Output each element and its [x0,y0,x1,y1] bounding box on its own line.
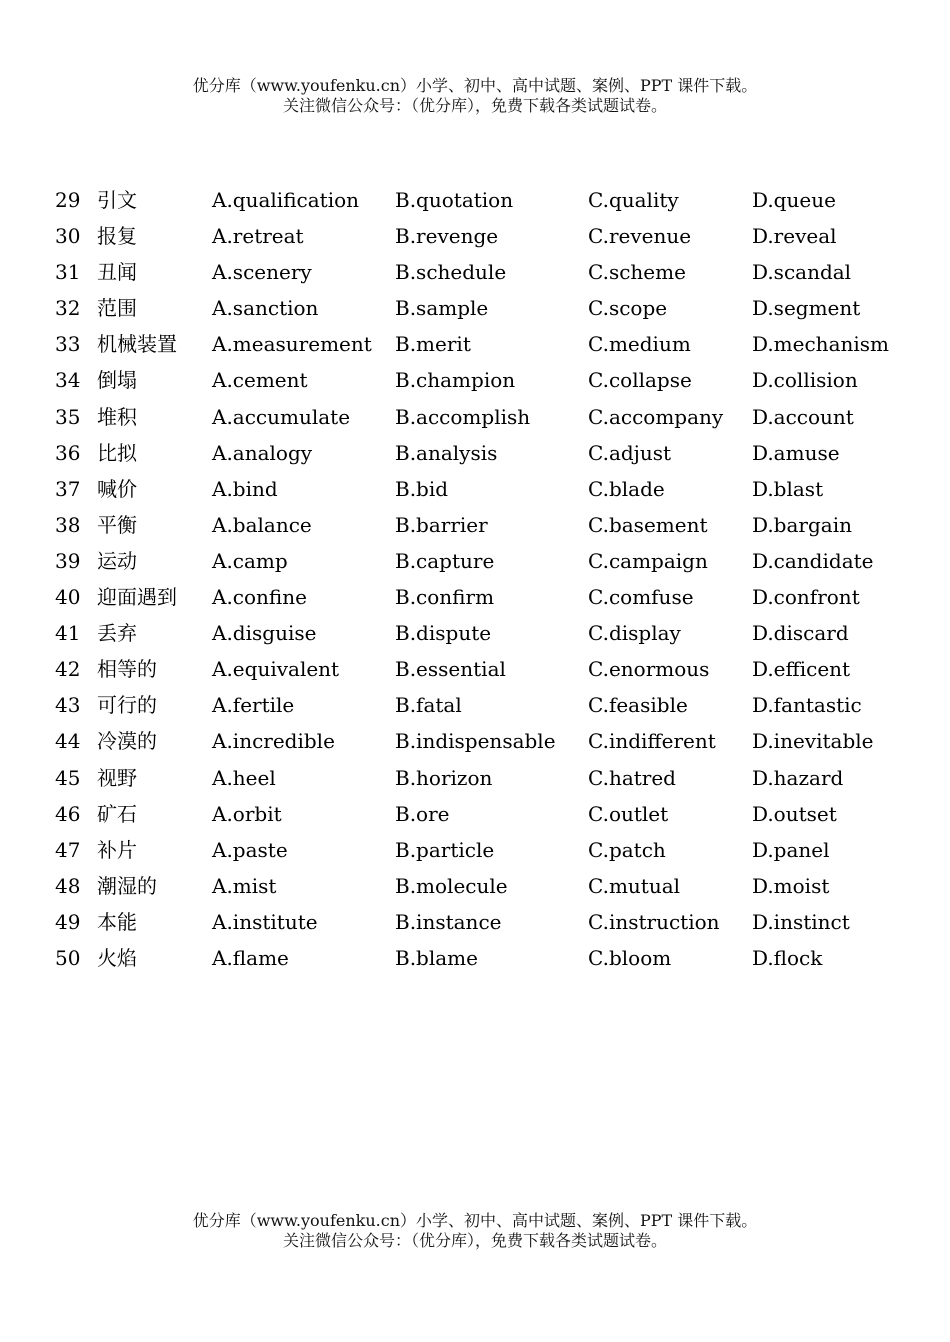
option-b: B.revenge [395,224,499,249]
option-d: D.candidate [752,548,874,573]
question-number: 30 [55,224,81,249]
question-number: 43 [55,693,81,718]
question-number: 35 [55,404,81,429]
chinese-term: 潮湿的 [97,873,157,898]
chinese-term: 补片 [97,837,137,862]
option-d: D.blast [752,476,824,501]
question-row [0,218,950,254]
option-b: B.schedule [395,260,507,285]
question-row [0,868,950,904]
question-number: 44 [55,729,81,754]
option-c: C.instruction [588,909,720,934]
option-a: A.heel [212,765,276,790]
chinese-term: 机械装置 [97,332,177,357]
question-row [0,760,950,796]
option-c: C.enormous [588,657,710,682]
option-b: B.instance [395,909,502,934]
question-row [0,290,950,326]
question-number: 41 [55,621,81,646]
option-c: C.display [588,621,681,646]
option-c: C.blade [588,476,665,501]
question-number: 32 [55,296,81,321]
question-number: 49 [55,909,81,934]
option-b: B.ore [395,801,450,826]
option-c: C.revenue [588,224,692,249]
option-a: A.institute [212,909,318,934]
option-b: B.confirm [395,585,495,610]
option-c: C.scope [588,296,668,321]
chinese-term: 本能 [97,909,137,934]
option-b: B.indispensable [395,729,556,754]
question-row [0,326,950,362]
option-c: C.basement [588,512,708,537]
chinese-term: 丢弃 [97,621,137,646]
question-row [0,832,950,868]
option-d: D.segment [752,296,861,321]
option-a: A.confine [212,585,307,610]
question-row [0,723,950,759]
option-b: B.bid [395,476,449,501]
chinese-term: 火焰 [97,945,137,970]
chinese-term: 相等的 [97,657,157,682]
option-b: B.champion [395,368,516,393]
option-b: B.sample [395,296,489,321]
vocab-question-list [0,182,950,976]
option-a: A.scenery [212,260,312,285]
question-number: 42 [55,657,81,682]
question-number: 34 [55,368,81,393]
chinese-term: 迎面遇到 [97,585,177,610]
option-b: B.barrier [395,512,488,537]
question-number: 47 [55,837,81,862]
option-a: A.incredible [212,729,335,754]
chinese-term: 可行的 [97,693,157,718]
chinese-term: 范围 [97,296,137,321]
option-a: A.sanction [212,296,319,321]
question-row [0,254,950,290]
question-number: 29 [55,188,81,212]
question-row [0,507,950,543]
question-row [0,182,950,218]
option-d: D.confront [752,585,860,610]
option-b: B.horizon [395,765,493,790]
option-d: D.outset [752,801,837,826]
question-row [0,543,950,579]
chinese-term: 丑闻 [97,260,137,285]
option-c: C.medium [588,332,691,357]
option-d: D.reveal [752,224,837,249]
question-number: 37 [55,476,81,501]
question-number: 39 [55,548,81,573]
option-c: C.hatred [588,765,676,790]
option-d: D.mechanism [752,332,889,357]
question-number: 36 [55,440,81,465]
question-number: 48 [55,873,81,898]
option-c: C.bloom [588,945,672,970]
option-a: A.cement [212,368,308,393]
option-b: B.dispute [395,621,492,646]
option-d: D.instinct [752,909,850,934]
option-a: A.measurement [212,332,372,357]
option-b: B.particle [395,837,495,862]
question-number: 38 [55,512,81,537]
option-c: C.indifferent [588,729,716,754]
option-d: D.account [752,404,854,429]
option-d: D.scandal [752,260,852,285]
option-b: B.molecule [395,873,508,898]
option-a: A.fertile [212,693,295,718]
chinese-term: 倒塌 [97,368,137,393]
question-number: 45 [55,765,81,790]
option-d: D.moist [752,873,830,898]
option-c: C.scheme [588,260,686,285]
option-a: A.bind [212,476,278,501]
footer-line-1: 优分库（www.youfenku.cn）小学、初中、高中试题、案例、PPT 课件下载。 [192,1211,758,1230]
option-d: D.efficent [752,657,851,682]
option-c: C.quality [588,188,679,212]
chinese-term: 平衡 [97,512,137,537]
option-a: A.retreat [212,224,304,249]
option-a: A.analogy [212,440,313,465]
option-d: D.collision [752,368,858,393]
option-b: B.capture [395,548,495,573]
option-c: C.collapse [588,368,692,393]
option-a: A.disguise [212,621,317,646]
question-number: 31 [55,260,81,285]
question-number: 50 [55,945,81,970]
question-row [0,579,950,615]
chinese-term: 堆积 [97,404,137,429]
option-a: A.flame [212,945,289,970]
chinese-term: 冷漠的 [97,729,157,754]
option-d: D.bargain [752,512,852,537]
option-c: C.campaign [588,548,708,573]
question-row [0,471,950,507]
option-d: D.flock [752,945,823,970]
question-row [0,651,950,687]
question-row [0,362,950,398]
option-b: B.fatal [395,693,462,718]
option-a: A.orbit [212,801,282,826]
chinese-term: 比拟 [97,440,137,465]
option-a: A.paste [212,837,288,862]
option-a: A.accumulate [212,404,351,429]
option-c: C.feasible [588,693,688,718]
option-a: A.mist [212,873,277,898]
question-row [0,435,950,471]
option-c: C.mutual [588,873,681,898]
option-a: A.qualification [212,188,360,212]
chinese-term: 喊价 [97,476,137,501]
option-d: D.inevitable [752,729,874,754]
page-footer [0,1211,950,1251]
option-a: A.balance [212,512,312,537]
question-row [0,615,950,651]
question-number: 46 [55,801,81,826]
option-a: A.equivalent [212,657,340,682]
header-line-2: 关注微信公众号：（优分库），免费下载各类试题试卷。 [282,96,667,115]
option-b: B.merit [395,332,471,357]
option-a: A.camp [212,548,288,573]
option-c: C.comfuse [588,585,694,610]
question-number: 33 [55,332,81,357]
option-b: B.essential [395,657,506,682]
question-row [0,796,950,832]
option-d: D.queue [752,188,836,212]
question-number: 40 [55,585,81,610]
page-header [0,76,950,116]
option-d: D.hazard [752,765,844,790]
option-c: C.outlet [588,801,669,826]
option-b: B.quotation [395,188,514,212]
question-row [0,904,950,940]
option-d: D.discard [752,621,849,646]
option-c: C.adjust [588,440,672,465]
question-row [0,687,950,723]
header-line-1: 优分库（www.youfenku.cn）小学、初中、高中试题、案例、PPT 课件下载。 [192,76,758,95]
option-b: B.blame [395,945,478,970]
question-row [0,940,950,976]
option-c: C.accompany [588,404,724,429]
option-d: D.fantastic [752,693,862,718]
chinese-term: 引文 [97,188,137,212]
option-d: D.panel [752,837,830,862]
footer-line-2: 关注微信公众号：（优分库），免费下载各类试题试卷。 [282,1231,667,1250]
option-b: B.analysis [395,440,498,465]
option-b: B.accomplish [395,404,531,429]
question-row [0,399,950,435]
chinese-term: 报复 [97,224,137,249]
option-c: C.patch [588,837,666,862]
chinese-term: 矿石 [97,801,137,826]
chinese-term: 视野 [97,765,137,790]
option-d: D.amuse [752,440,840,465]
chinese-term: 运动 [97,548,137,573]
